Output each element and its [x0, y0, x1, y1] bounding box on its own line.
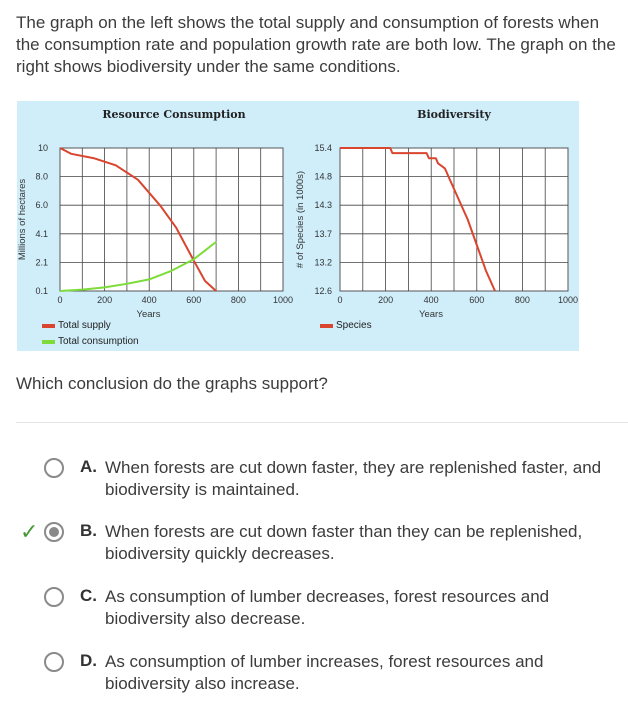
- legend-label: Species: [336, 320, 372, 331]
- charts-svg: [17, 101, 579, 351]
- radio-button-c[interactable]: [44, 587, 64, 607]
- y-tick-label: 15.4: [314, 143, 332, 153]
- x-axis-label: Years: [419, 309, 443, 320]
- x-tick-label: 800: [514, 295, 530, 305]
- legend-label: Total consumption: [58, 336, 139, 347]
- option-d[interactable]: [0, 651, 628, 701]
- x-tick-label: 800: [230, 295, 246, 305]
- option-letter: D.: [80, 651, 97, 670]
- correct-check-icon: ✓: [20, 519, 39, 544]
- x-tick-label: 1000: [272, 295, 294, 305]
- y-tick-label: 14.8: [314, 171, 332, 182]
- option-letter: A.: [80, 457, 97, 476]
- option-text: As consumption of lumber increases, forest resources and biodiversity also increase.: [105, 652, 544, 693]
- x-tick-label: 600: [469, 295, 485, 305]
- legend-swatch: [320, 324, 333, 328]
- y-tick-label: 4.1: [35, 228, 48, 239]
- option-c[interactable]: [0, 586, 628, 636]
- chart-title: Biodiversity: [417, 108, 491, 121]
- y-axis-label: # of Species (in 1000s): [295, 170, 306, 269]
- option-letter: C.: [80, 586, 97, 605]
- option-letter: B.: [80, 521, 97, 540]
- legend-swatch: [42, 324, 55, 328]
- x-tick-label: 600: [186, 295, 202, 305]
- y-tick-label: 8.0: [35, 171, 48, 182]
- radio-button-a[interactable]: [44, 458, 64, 478]
- legend-label: Total supply: [58, 320, 111, 331]
- divider: [16, 422, 628, 423]
- x-tick-label: 0: [337, 295, 343, 305]
- x-tick-label: 200: [97, 295, 113, 305]
- radio-button-d[interactable]: [44, 652, 64, 672]
- y-tick-label: 14.3: [314, 200, 332, 211]
- intro-text: The graph on the left shows the total supply and consumption of forests when the consumption rate and population growth rate are both low. The graph on the right shows biodiversity under the same conditions.: [16, 13, 616, 76]
- y-tick-label: 10: [37, 143, 48, 153]
- x-tick-label: 1000: [557, 295, 579, 305]
- radio-button-b[interactable]: [44, 522, 64, 542]
- y-tick-label: 12.6: [314, 286, 332, 296]
- option-text: When forests are cut down faster than they can be replenished, biodiversity quickly decreases.: [105, 522, 583, 563]
- y-tick-label: 0.1: [35, 286, 48, 296]
- chart-panel: [17, 101, 579, 351]
- x-tick-label: 400: [141, 295, 157, 305]
- question-text: Which conclusion do the graphs support?: [16, 374, 328, 393]
- x-tick-label: 0: [57, 295, 63, 305]
- legend-swatch: [42, 340, 55, 344]
- x-tick-label: 400: [423, 295, 439, 305]
- option-b[interactable]: [0, 521, 628, 571]
- option-text: As consumption of lumber decreases, forest resources and biodiversity also decrease.: [105, 587, 550, 628]
- option-text: When forests are cut down faster, they are replenished faster, and biodiversity is maintained.: [105, 458, 602, 499]
- y-axis-label: Millions of hectares: [17, 178, 28, 261]
- option-a[interactable]: [0, 457, 628, 507]
- x-axis-label: Years: [136, 309, 161, 320]
- chart-title: Resource Consumption: [102, 108, 246, 121]
- x-tick-label: 200: [378, 295, 394, 305]
- y-tick-label: 2.1: [35, 257, 48, 268]
- y-tick-label: 6.0: [35, 200, 48, 211]
- y-tick-label: 13.2: [314, 257, 332, 268]
- y-tick-label: 13.7: [314, 228, 332, 239]
